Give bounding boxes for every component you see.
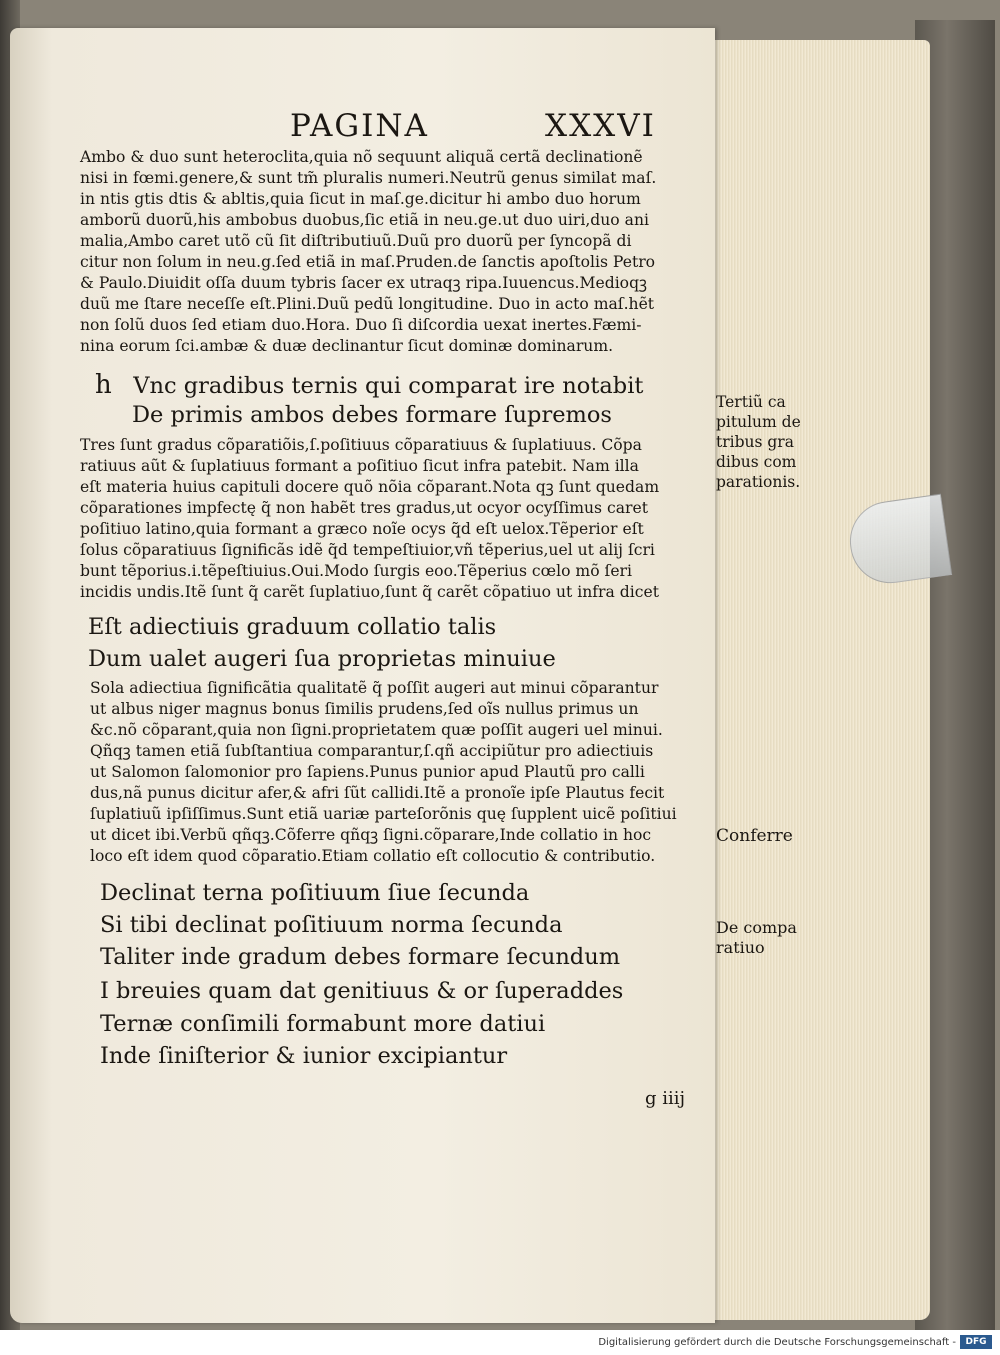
verse-line: Ternæ conſimili formabunt more datiui — [100, 1011, 546, 1037]
text-line: eſt materia huius capituli docere quõ nõia cõparant.Nota qꝫ ſunt quedam — [80, 478, 660, 496]
text-line: duũ me ſtare neceſſe eſt.Plini.Duũ pedũ longitudine. Duo in acto maſ.hẽt — [80, 295, 655, 313]
text-line: ratiuus aũt & ſuplatiuus formant a poſitiuo ſicut infra patebit. Nam illa — [80, 457, 639, 475]
verse-line: Declinat terna poſitiuum ſiue ſecunda — [100, 880, 530, 906]
margin-note-tertium — [716, 392, 801, 492]
margin-line: De compa — [716, 918, 797, 937]
footer-bar — [0, 1330, 1000, 1355]
verse-line: Inde ſiniſterior & iunior excipiantur — [100, 1043, 508, 1069]
text-line: in ntis gtis dtis & abltis,quia ſicut in maſ.ge.dicitur hi ambo duo horum — [80, 190, 641, 208]
text-line: non ſolũ duos ſed etiam duo.Hora. Duo ſi diſcordia uexat inertes.Fæmi- — [80, 316, 642, 334]
commentary-block-1 — [80, 147, 656, 357]
text-line: &c.nõ cõparant,quia non ſigni.proprietatem quæ poſſit augeri uel minui. — [90, 721, 663, 739]
margin-line: pitulum de — [716, 413, 801, 431]
text-line: & Paulo.Diuidit oſſa duum tybris ſacer ex utraqꝫ ripa.Iuuencus.Medioqꝫ — [80, 274, 648, 292]
header-left: PAGINA — [290, 108, 429, 144]
text-line: ut dicet ibi.Verbũ qñqꝫ.Cõferre qñqꝫ ſigni.cõparare,Inde collatio in hoc — [90, 826, 652, 844]
verse-line: Dum ualet augeri ſua proprietas minuiue — [88, 646, 556, 672]
text-line: nisi in fœmi.genere,& sunt tm̃ pluralis numeri.Neutrũ genus similat maſ. — [80, 169, 657, 187]
margin-note-comparativo — [716, 918, 797, 958]
verse-line — [95, 370, 643, 400]
text-line: ut albus niger magnus bonus ſimilis prudens,ſed oĩs nullus primus un — [90, 700, 639, 718]
text-line: loco eſt idem quod cõparatio.Etiam collatio eſt collocutio & contributio. — [90, 847, 656, 865]
text-line: poſitiuo latino,quia formant a græco noĩe ocys q̃d eſt uelox.Tẽperior eſt — [80, 520, 644, 538]
verse-line: I breuies quam dat genitiuus & or ſuperaddes — [100, 978, 624, 1004]
page-header — [290, 108, 730, 148]
text-line: incidis undis.Itẽ ſunt q̃ carẽt ſuplatiuo,ſunt q̃ carẽt cõpatiuo ut infra dicet — [80, 583, 659, 601]
text-line: ſolus cõparatiuus ſignificãs idẽ q̃d tempeſtiuior,vñ tẽperius,uel ut alij ſcri — [80, 541, 655, 559]
header-right: XXXVI — [545, 108, 656, 144]
commentary-block-3 — [90, 678, 677, 867]
verse-line: Eſt adiectiuis graduum collatio talis — [88, 614, 497, 640]
text-line: ſuplatiuũ ipſiſſimus.Sunt etiã uariæ parteſorõnis quę ſupplent uicẽ poſitiui — [90, 805, 677, 823]
verse-line: Taliter inde gradum debes formare ſecundum — [100, 944, 621, 970]
text-line: cõparationes impfectę q̃ non habẽt tres gradus,ut ocyor ocyſſimus caret — [80, 499, 648, 517]
verse-text: Vnc gradibus ternis qui comparat ire notabit — [133, 373, 644, 399]
text-line: bunt tẽporius.i.tẽpeſtiuius.Oui.Modo ſurgis eoo.Tẽperius cœlo mõ ſeri — [80, 562, 632, 580]
margin-line: dibus com — [716, 453, 797, 471]
text-line: dus,nã punus dicitur afer,& afri ſũt callidi.Itẽ a pronoĩe ipſe Plautus fecit — [90, 784, 665, 802]
commentary-block-2 — [80, 435, 659, 603]
margin-line: tribus gra — [716, 433, 794, 451]
text-line: Tres ſunt gradus cõparatiõis,ſ.poſitiuus cõparatiuus & ſuplatiuus. Cõpa — [80, 436, 642, 454]
margin-line: Tertiũ ca — [716, 393, 786, 411]
verse-line: Si tibi declinat poſitiuum norma ſecunda — [100, 912, 563, 938]
text-line: amborũ duorũ,his ambobus duobus,ſic etiã in neu.ge.ut duo uiri,duo ani — [80, 211, 649, 229]
footer-credit: Digitalisierung gefördert durch die Deutsche Forschungsgemeinschaft - — [598, 1337, 956, 1348]
text-line: ut Salomon ſalomonior pro ſapiens.Punus punior apud Plautũ pro calli — [90, 763, 645, 781]
drop-initial: h — [95, 370, 112, 400]
text-line: Qñqꝫ tamen etiã ſubſtantiua comparantur,ſ.qñ accipiũtur pro adiectiuis — [90, 742, 654, 760]
verse-line: De primis ambos debes formare ſupremos — [132, 402, 612, 428]
text-line: citur non ſolum in neu.g.ſed etiã in maſ.Pruden.de ſanctis apoſtolis Petro — [80, 253, 656, 271]
signature-mark: g iiij — [645, 1088, 686, 1109]
margin-line: parationis. — [716, 473, 801, 491]
text-line: nina eorum ſci.ambæ & duæ declinantur ſicut dominæ dominarum. — [80, 337, 614, 355]
margin-line: ratiuo — [716, 938, 765, 957]
margin-note-conferre: Conferre — [716, 826, 793, 846]
page-edges — [690, 40, 930, 1320]
dfg-logo: DFG — [960, 1335, 992, 1349]
text-line: malia,Ambo caret utõ cũ ſit diſtributiuũ.Duũ pro duorũ per ſyncopã di — [80, 232, 632, 250]
text-line: Sola adiectiua ſignificãtia qualitatẽ q̃ poſſit augeri aut minui cõparantur — [90, 679, 659, 697]
text-line: Ambo & duo sunt heteroclita,quia nõ sequunt aliquã certã declinationẽ — [80, 148, 643, 166]
